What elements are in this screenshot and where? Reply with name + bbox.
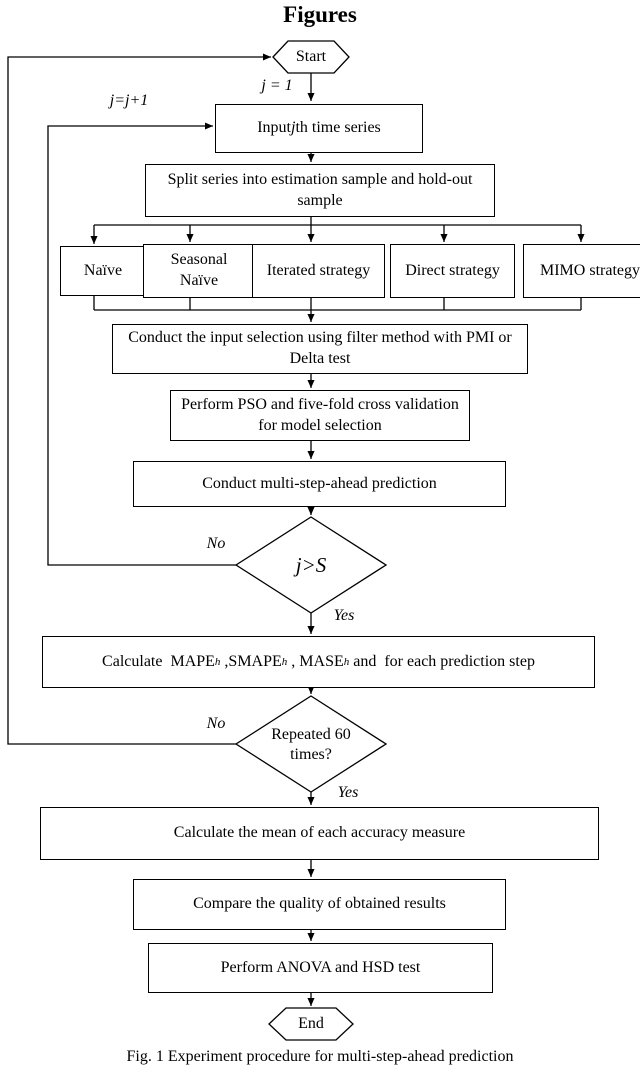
node-mean-accuracy: Calculate the mean of each accuracy measure [40,807,599,860]
node-direct-strategy: Direct strategy [390,244,515,298]
figure-caption: Fig. 1 Experiment procedure for multi-step-ahead prediction [126,1048,514,1065]
calc-label-part2: ,SMAPE [220,652,282,670]
node-iterated-strategy: Iterated strategy [252,244,385,298]
node-input-time-series [215,104,423,153]
node-seasonal-naive-strategy: Seasonal Naïve [143,244,255,298]
node-calculate-measures [42,636,595,688]
node-compare-results: Compare the quality of obtained results [133,879,506,930]
input-label-prefix: Input [257,119,291,137]
decision-repeat-label: Repeated 60 times? [271,726,351,763]
calc-label-part1: Calculate MAPE [102,652,215,670]
decision-j-gt-s-label: j>S [295,552,327,577]
node-naive-strategy: Naïve [60,246,146,296]
figure-title: Figures [283,2,357,27]
decision-js-yes-label: Yes [333,607,355,624]
node-pso-cross-validation: Perform PSO and five-fold cross validation for model selection [170,390,470,441]
calc-subscript-h2: h [281,655,288,668]
node-split-series: Split series into estimation sample and hold-out sample [145,164,495,217]
input-label-suffix: th time series [295,119,381,137]
input-label-variable-j: j [291,119,296,137]
calc-subscript-h3: h [343,655,350,668]
node-input-selection: Conduct the input selection using filter method with PMI or Delta test [112,324,528,374]
decision-js-no-label: No [206,535,226,552]
node-mimo-strategy: MIMO strategy [523,244,640,298]
calc-subscript-h1: h [214,655,221,668]
node-anova-hsd-test: Perform ANOVA and HSD test [148,943,493,993]
node-multi-step-prediction: Conduct multi-step-ahead prediction [133,461,506,507]
calc-label-part4: and for each prediction step [349,652,535,670]
decision-repeat-yes-label: Yes [337,784,359,801]
decision-repeat-no-label: No [206,715,226,732]
end-terminator-label: End [298,1015,324,1032]
j-increment-annotation: j=j+1 [109,92,149,109]
j-init-annotation: j = 1 [261,77,293,94]
calc-label-part3: , MASE [287,652,344,670]
start-terminator-label: Start [295,48,327,65]
